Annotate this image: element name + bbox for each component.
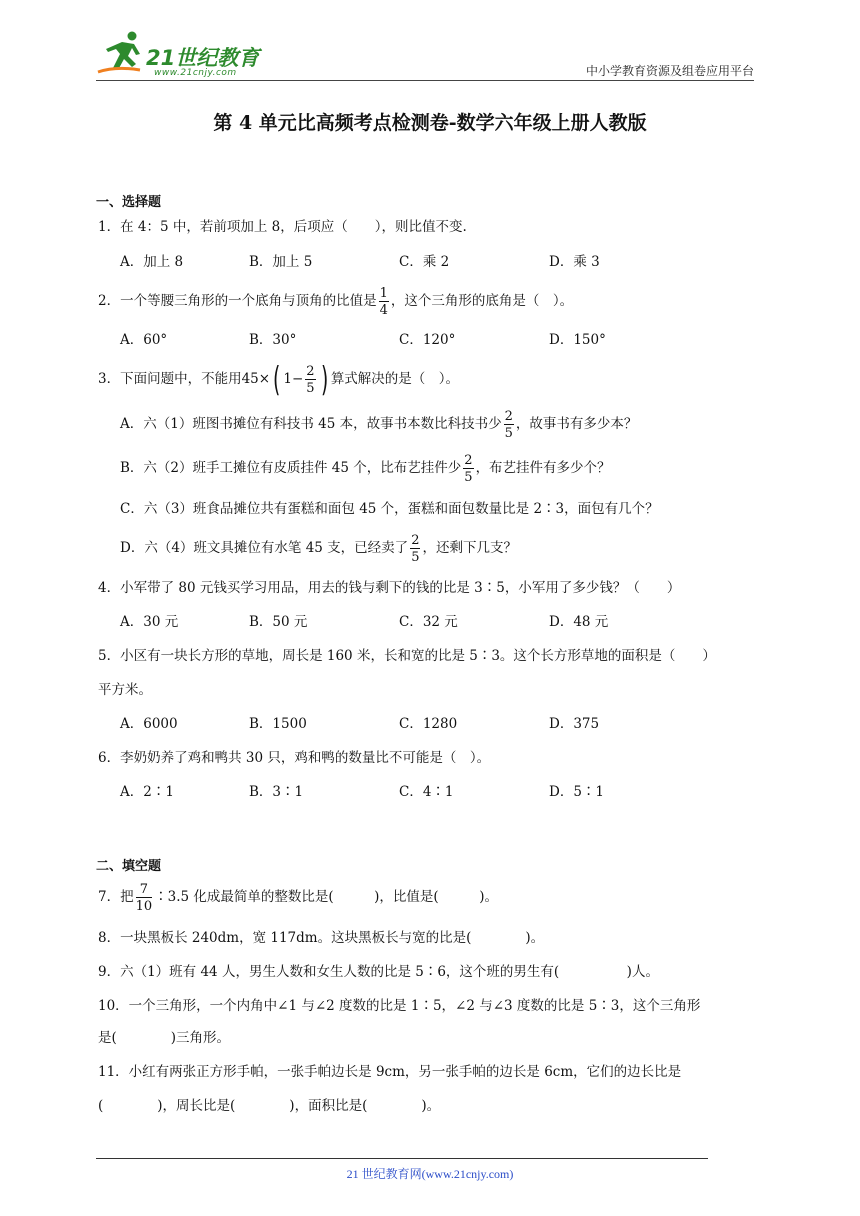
q3-optA-post: ，故事书有多少本？ [515,416,638,432]
question-11-line-2: ( )，周长比是( )，面积比是( )。 [98,1098,441,1114]
q3-option-d [120,532,517,564]
q5-option-c: C．1280 [399,716,458,732]
footer-link[interactable]: 21 世纪教育网(www.21cnjy.com) [346,1167,514,1181]
question-4: 4．小军带了 80 元钱买学习用品，用去的钱与剩下的钱的比是 3∶5，小军用了多少钱？（ ） [98,580,681,596]
q2-text-pre: 2．一个等腰三角形的一个底角与顶角的比值是 [98,293,377,309]
q7-text-pre: 7．把 [98,889,134,905]
q3-option-a [120,408,637,440]
q4-option-b: B．50 元 [249,614,308,630]
q1-option-b: B．加上 5 [249,254,313,270]
question-9: 9．六（1）班有 44 人，男生人数和女生人数的比是 5∶6，这个班的男生有( )人。 [98,964,659,980]
q7-frac-den: 10 [135,898,153,914]
section-heading-fill: 二、填空题 [96,859,162,874]
q5-option-d: D．375 [549,716,600,732]
q3-option-c: C．六（3）班食品摊位共有蛋糕和面包 45 个，蛋糕和面包数量比是 2∶3，面包有几个？ [120,501,659,517]
q3-expr-b: 1− [283,371,304,387]
q3-frac-num: 2 [306,363,315,379]
question-2 [98,286,573,317]
q5-option-b: B．1500 [249,716,307,732]
q3-optA-pre: A．六（1）班图书摊位有科技书 45 本，故事书本数比科技书少 [120,416,502,432]
q3-optD-pre: D．六（4）班文具摊位有水笔 45 支，已经卖了 [120,540,409,556]
question-6: 6．李奶奶养了鸡和鸭共 30 只，鸡和鸭的数量比不可能是（ ）。 [98,750,491,766]
q3-option-b [120,452,611,484]
question-7 [98,880,498,914]
question-11-line-1: 11．小红有两张正方形手帕，一张手帕边长是 9cm，另一张手帕的边长是 6cm，它们的边长比是 [98,1064,682,1080]
q3-optA-frac-num: 2 [504,408,513,424]
left-paren-glyph: ( [273,359,281,400]
q3-expr-a: 45× [241,371,271,387]
question-5-line-2: 平方米。 [98,682,152,698]
q7-text-post: ∶3.5 化成最简单的整数比是( )，比值是( )。 [154,889,498,905]
q3-optA-fraction [504,410,514,440]
q2-text-post: ，这个三角形的底角是（ ）。 [390,293,574,309]
q3-optB-fraction [463,454,473,484]
q1-option-d: D．乘 3 [549,254,600,270]
q3-frac-den: 5 [306,380,315,396]
platform-name: 中小学教育资源及组卷应用平台 [585,64,754,78]
question-3 [98,360,459,398]
q3-optB-post: ，布艺挂件有多少个？ [475,460,611,476]
logo-url: www.21cnjy.com [154,68,237,78]
question-10-line-2: 是( )三角形。 [98,1030,231,1046]
q2-option-d: D．150° [549,332,606,348]
q3-optB-frac-num: 2 [464,452,473,468]
question-5-line-1: 5．小区有一块长方形的草地，周长是 160 米，长和宽的比是 5∶3。这个长方形草地的面积是（ ） [98,648,716,664]
logo-text: 21世纪教育 [146,46,260,70]
q3-fraction [305,365,315,395]
q3-text-post: 算式解决的是（ ）。 [330,371,460,387]
q3-optD-post: ，还剩下几支？ [422,540,517,556]
q3-optB-pre: B．六（2）班手工摊位有皮质挂件 45 个，比布艺挂件少 [120,460,462,476]
logo [96,30,261,80]
header-rule [96,80,754,81]
q6-option-c: C．4∶1 [399,784,454,800]
q3-optD-frac-den: 5 [411,549,420,565]
q6-option-b: B．3∶1 [249,784,304,800]
q4-option-d: D．48 元 [549,614,609,630]
q2-option-c: C．120° [399,332,456,348]
question-1: 1．在 4：5 中，若前项加上 8，后项应（ ），则比值不变. [98,219,467,235]
q2-option-a: A．60° [120,332,168,348]
q2-option-b: B．30° [249,332,297,348]
q3-optB-frac-den: 5 [464,469,473,485]
q2-fraction [379,287,389,317]
footer-rule [96,1158,708,1159]
question-10-line-1: 10．一个三角形，一个内角中∠1 与∠2 度数的比是 1∶5，∠2 与∠3 度数的比是 5∶3，这个三角形 [98,998,701,1014]
q3-text-pre: 3．下面问题中，不能用 [98,371,242,387]
q2-frac-den: 4 [379,302,388,318]
section-heading-choice: 一、选择题 [96,195,162,210]
q5-option-a: A．6000 [120,716,178,732]
q4-option-c: C．32 元 [399,614,458,630]
question-8: 8．一块黑板长 240dm，宽 117dm。这块黑板长与宽的比是( )。 [98,930,545,946]
q2-frac-num: 1 [379,285,388,301]
q3-optD-frac-num: 2 [411,532,420,548]
q4-option-a: A．30 元 [120,614,179,630]
page-title: 第 4 单元比高频考点检测卷-数学六年级上册人教版 [213,112,647,134]
right-paren-glyph: ) [320,359,328,400]
q6-option-a: A．2∶1 [120,784,174,800]
q3-optA-frac-den: 5 [504,425,513,441]
q1-option-a: A．加上 8 [120,254,184,270]
q1-option-c: C．乘 2 [399,254,450,270]
q3-optD-fraction [410,534,420,564]
q7-fraction [136,883,153,913]
q7-frac-num: 7 [136,883,153,898]
q6-option-d: D．5∶1 [549,784,605,800]
